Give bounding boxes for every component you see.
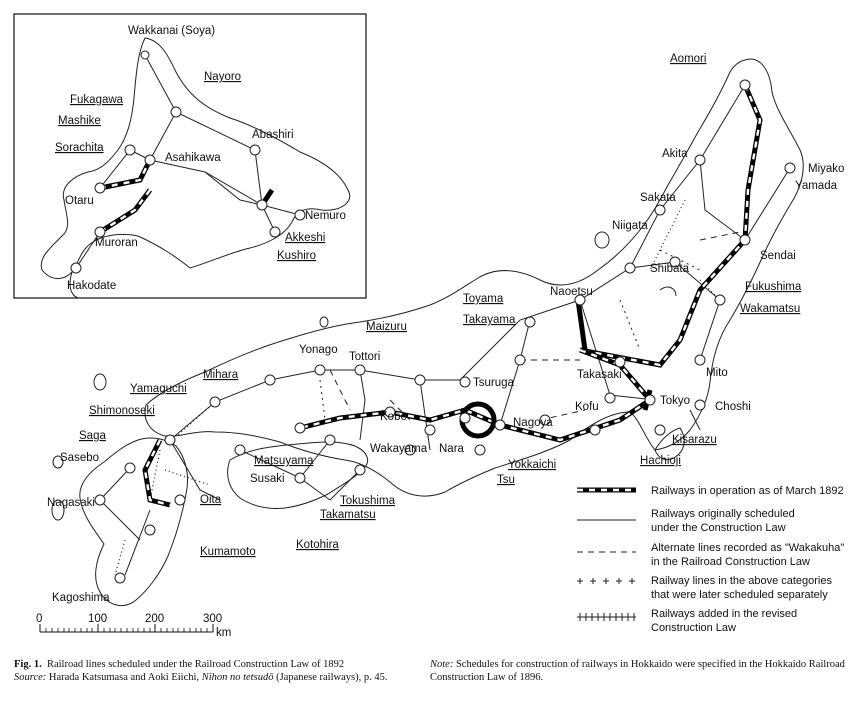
city-label: Abashiri bbox=[252, 129, 294, 141]
city-label: Wakamatsu bbox=[740, 303, 801, 315]
inset-city-labels bbox=[55, 25, 346, 292]
legend-later-swatch bbox=[577, 578, 635, 584]
city-label: Tsuruga bbox=[473, 377, 514, 389]
city-label: Yonago bbox=[299, 344, 338, 356]
scale-tick-label: 0 bbox=[36, 613, 43, 625]
city-label: Susaki bbox=[250, 473, 285, 485]
city-label: Shimonoseki bbox=[89, 405, 155, 417]
scale-bar bbox=[36, 613, 231, 639]
source-label: Source: bbox=[14, 672, 47, 683]
source-title: Nihon no tetsudō bbox=[201, 672, 274, 683]
city-label: Hachioji bbox=[640, 455, 681, 467]
city-label: Mashike bbox=[58, 115, 101, 127]
legend-label: Construction Law bbox=[651, 622, 736, 634]
city-label: Tokyo bbox=[660, 395, 691, 407]
city-label: Takamatsu bbox=[320, 509, 376, 521]
city-label: Otaru bbox=[65, 195, 94, 207]
city-label: Sendai bbox=[760, 250, 796, 262]
city-label: Nagoya bbox=[513, 417, 553, 429]
city-label: Sakata bbox=[640, 192, 676, 204]
city-label: Kobe bbox=[380, 411, 407, 423]
city-label: Wakayama bbox=[370, 443, 428, 455]
city-label: Sorachita bbox=[55, 142, 104, 154]
city-label: Miyako bbox=[808, 163, 845, 175]
city-label: Maizuru bbox=[366, 321, 407, 333]
fig-label: Fig. 1. bbox=[14, 659, 42, 670]
city-label: Fukagawa bbox=[70, 94, 124, 106]
city-label: Hakodate bbox=[67, 280, 117, 292]
city-label: Nara bbox=[439, 443, 464, 455]
city-label: Asahikawa bbox=[165, 152, 221, 164]
fig-text: Railroad lines scheduled under the Railroad Construction Law of 1892 bbox=[46, 659, 345, 670]
city-label: Akkeshi bbox=[285, 232, 326, 244]
city-label: Choshi bbox=[715, 401, 751, 413]
legend-revised-swatch bbox=[577, 613, 636, 621]
legend-label: that were later scheduled separately bbox=[651, 589, 828, 601]
city-label: Nemuro bbox=[305, 210, 346, 222]
city-label: Kushiro bbox=[277, 250, 316, 262]
city-label: Tokushima bbox=[340, 495, 395, 507]
city-label: Kofu bbox=[575, 401, 599, 413]
city-label: Wakkanai (Soya) bbox=[128, 25, 216, 37]
city-label: Yamaguchi bbox=[130, 383, 187, 395]
city-label: Matsuyama bbox=[254, 455, 314, 467]
city-label: Oita bbox=[200, 494, 222, 506]
figure-caption bbox=[14, 658, 434, 684]
city-label: Tsu bbox=[497, 474, 515, 486]
scale-tick-label: 200 bbox=[145, 613, 165, 625]
city-label: Nagasaki bbox=[47, 497, 95, 509]
legend-label: in the Railroad Construction Law bbox=[651, 556, 810, 568]
source-authors: Harada Katsumasa and Aoki Eiichi, bbox=[48, 672, 200, 683]
legend-label: Alternate lines recorded as "Wakakuha" bbox=[651, 542, 845, 554]
note-label: Note: bbox=[430, 659, 454, 670]
city-label: Tottori bbox=[349, 351, 381, 363]
city-label: Yamada bbox=[795, 180, 837, 192]
city-label: Yokkaichi bbox=[508, 459, 557, 471]
city-label: Takasaki bbox=[577, 369, 622, 381]
scale-unit: km bbox=[216, 627, 232, 639]
city-label: Nayoro bbox=[204, 71, 242, 83]
city-label: Kumamoto bbox=[200, 546, 256, 558]
source-rest: (Japanese railways), p. 45. bbox=[276, 672, 388, 683]
city-label: Mihara bbox=[203, 369, 239, 381]
city-label: Naoetsu bbox=[550, 286, 593, 298]
city-label: Kotohira bbox=[296, 539, 339, 551]
city-label: Shibata bbox=[650, 263, 690, 275]
legend-label: Railways originally scheduled bbox=[651, 508, 795, 520]
city-label: Kagoshima bbox=[52, 592, 110, 604]
scale-tick-label: 100 bbox=[88, 613, 108, 625]
figure-note bbox=[430, 658, 862, 684]
city-label: Niigata bbox=[612, 220, 648, 232]
city-label: Sasebo bbox=[60, 452, 100, 464]
city-label: Takayama bbox=[463, 314, 516, 326]
city-label: Fukushima bbox=[745, 281, 802, 293]
city-label: Mito bbox=[706, 367, 728, 379]
note-text: Schedules for construction of railways in Hokkaido were specified in the Hokkaido Railroad Construction Law of 1896. bbox=[430, 659, 845, 683]
legend-label: Railway lines in the above categories bbox=[651, 575, 832, 587]
legend-label: Railways in operation as of March 1892 bbox=[651, 485, 844, 497]
city-label: Kisarazu bbox=[672, 434, 717, 446]
scale-tick-label: 300 bbox=[203, 613, 223, 625]
city-label: Saga bbox=[79, 430, 106, 442]
legend bbox=[577, 485, 844, 634]
city-label: Toyama bbox=[463, 293, 504, 305]
city-label: Aomori bbox=[670, 53, 707, 65]
legend-label: Railways added in the revised bbox=[651, 608, 798, 620]
legend-label: under the Construction Law bbox=[651, 522, 786, 534]
city-label: Akita bbox=[662, 148, 688, 160]
revised-lines bbox=[115, 200, 720, 575]
city-label: Muroran bbox=[95, 237, 138, 249]
